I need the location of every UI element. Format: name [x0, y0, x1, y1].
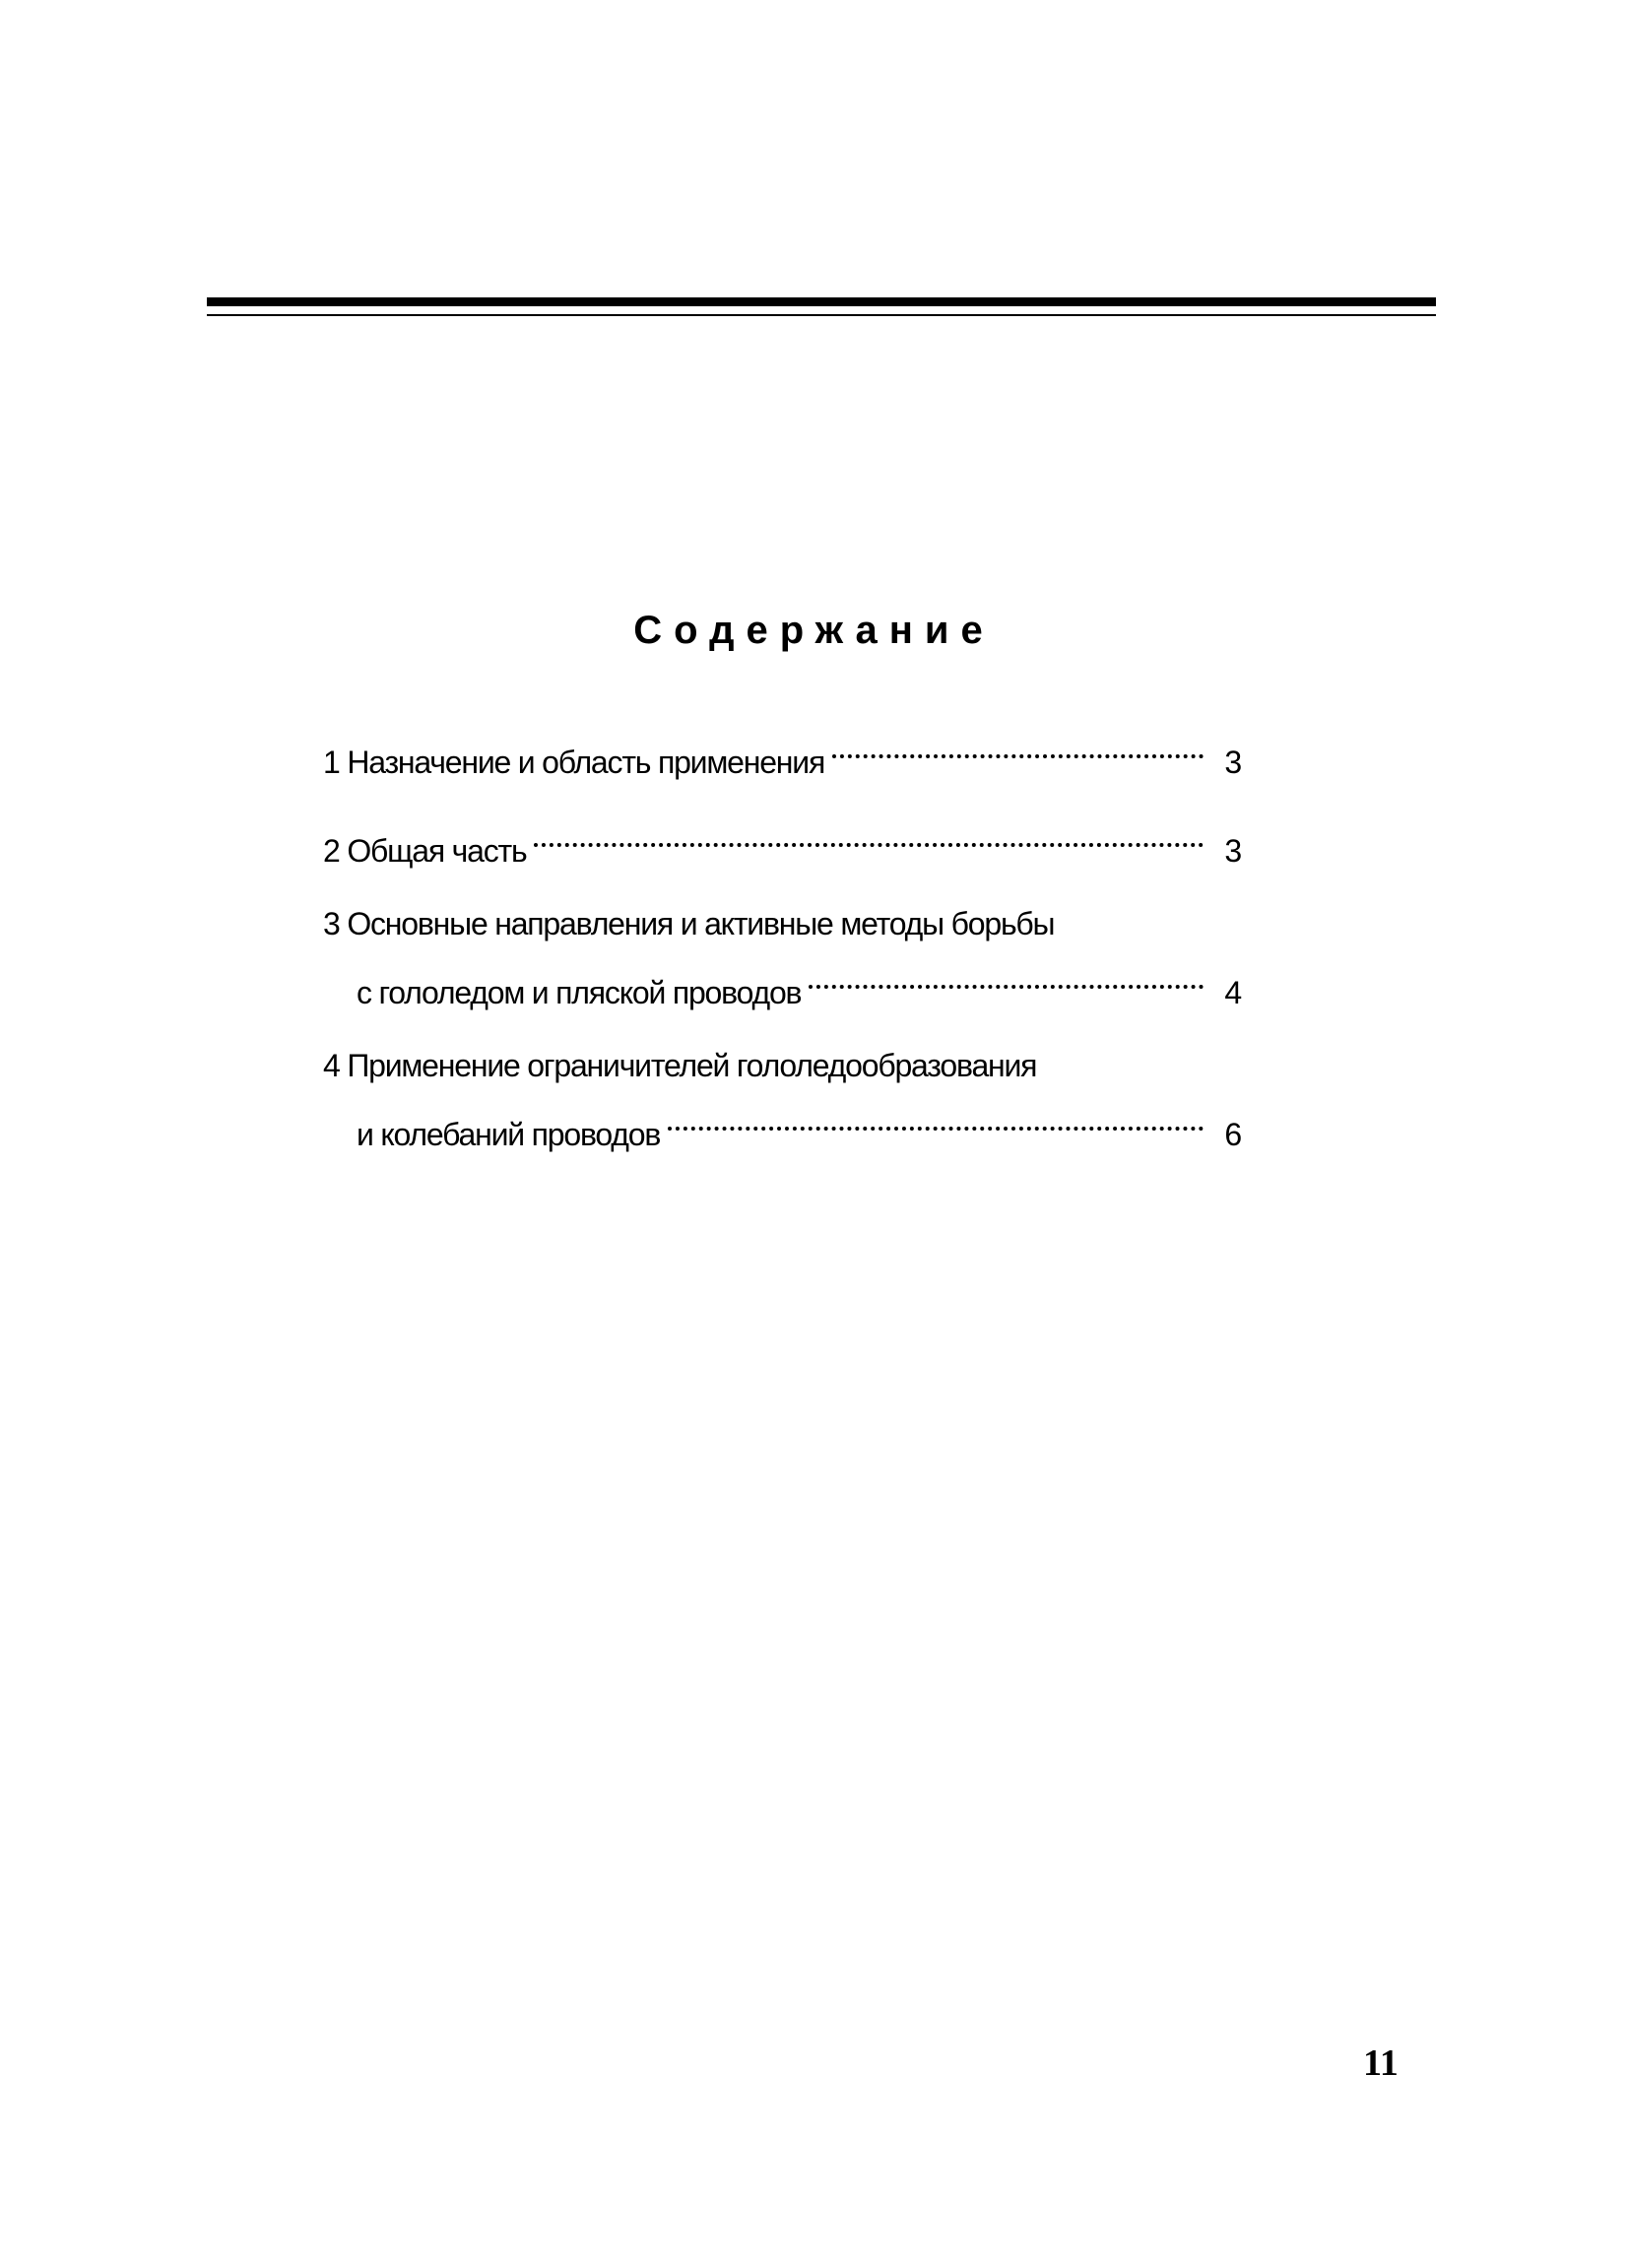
toc-entry-number: 2 — [323, 833, 340, 869]
toc-entry-1[interactable] — [323, 720, 1241, 789]
toc-entry-page: 4 — [1224, 975, 1241, 1010]
toc-entry-title: Основные направления и активные методы борьбы — [347, 906, 1055, 941]
toc-entry-page: 3 — [1224, 833, 1241, 869]
toc-entry-page: 3 — [1224, 745, 1241, 780]
toc-entry-3[interactable] — [323, 897, 1241, 1019]
toc-entry-4[interactable] — [323, 1039, 1241, 1161]
dot-leader — [534, 809, 1204, 862]
header-rule-thin — [207, 314, 1436, 316]
toc-entry-number: 3 — [323, 906, 340, 941]
toc-entry-title: Применение ограничителей гололедообразования — [347, 1048, 1037, 1083]
toc-entry-number: 4 — [323, 1048, 340, 1083]
table-of-contents — [323, 720, 1241, 1161]
header-rule-thick — [207, 297, 1436, 306]
page-number: 11 — [1363, 2042, 1399, 2084]
toc-entry-page: 6 — [1224, 1117, 1241, 1152]
dot-leader — [832, 720, 1204, 773]
toc-entry-title: Общая часть — [347, 833, 527, 869]
toc-entry-number: 1 — [323, 745, 340, 780]
toc-entry-title-continuation: с гололедом и пляской проводов — [357, 975, 802, 1010]
dot-leader — [668, 1092, 1204, 1145]
toc-entry-title: Назначение и область применения — [347, 745, 825, 780]
dot-leader — [809, 950, 1204, 1004]
toc-entry-title-continuation: и колебаний проводов — [357, 1117, 661, 1152]
contents-heading: Содержание — [633, 609, 995, 652]
toc-entry-2[interactable] — [323, 809, 1241, 877]
